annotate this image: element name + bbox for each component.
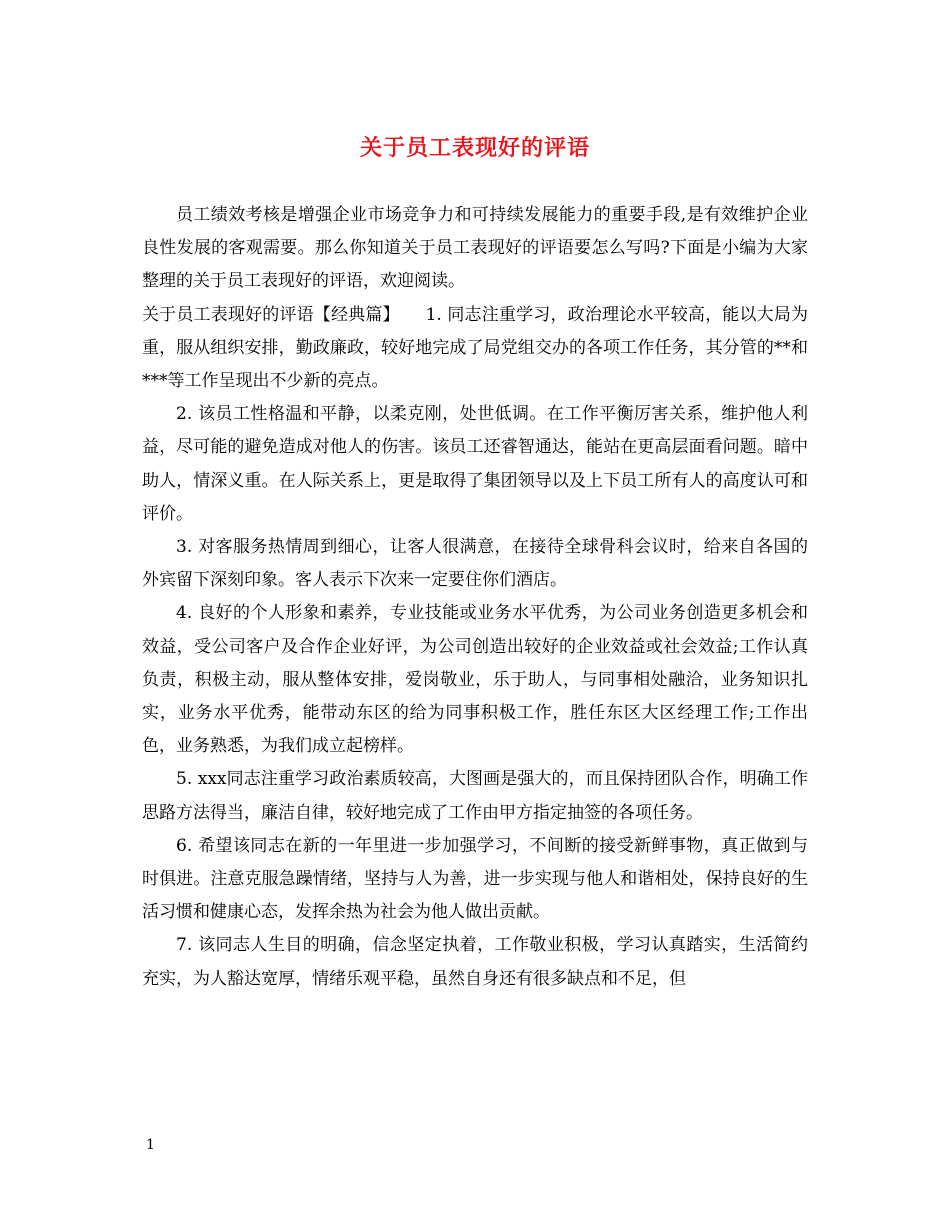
list-item-4: 4. 良好的个人形象和素养，专业技能或业务水平优秀，为公司业务创造更多机会和效益，受公司客户及合作企业好评，为公司创造出较好的企业效益或社会效益;工作认真负责，积极主动，服从整体安排，爱岗敬业，乐于助人，与同事相处融洽，业务知识扎实，业务水平优秀，能带动东区的给为同事积极工作，胜任东区大区经理工作;工作出色，业务熟悉，为我们成立起榜样。 bbox=[142, 603, 808, 757]
list-item-2: 2. 该员工性格温和平静，以柔克刚，处世低调。在工作平衡厉害关系，维护他人利益，尽可能的避免造成对他人的伤害。该员工还睿智通达，能站在更高层面看问题。暗中助人，情深义重。在人际关系上，更是取得了集团领导以及上下员工所有人的高度认可和评价。 bbox=[142, 404, 808, 524]
list-item-3: 3. 对客服务热情周到细心，让客人很满意，在接待全球骨科会议时，给来自各国的外宾留下深刻印象。客人表示下次来一定要住你们酒店。 bbox=[142, 537, 808, 591]
page-number: 1 bbox=[146, 1137, 155, 1153]
list-item-7: 7. 该同志人生目的明确，信念坚定执着，工作敬业积极，学习认真踏实，生活简约充实，为人豁达宽厚，情绪乐观平稳，虽然自身还有很多缺点和不足，但 bbox=[142, 935, 808, 989]
section-heading-paragraph: 关于员工表现好的评语【经典篇】 1. 同志注重学习，政治理论水平较高，能以大局为重，服从组织安排，勤政廉政，较好地完成了局党组交办的各项工作任务，其分管的**和***等工作呈现出不少新的亮点。 bbox=[142, 304, 808, 392]
list-item-6: 6. 希望该同志在新的一年里进一步加强学习，不间断的接受新鲜事物，真正做到与时俱进。注意克服急躁情绪，坚持与人为善，进一步实现与他人和谐相处，保持良好的生活习惯和健康心态，发挥余热为社会为他人做出贡献。 bbox=[142, 835, 808, 923]
list-item-5: 5. xxx同志注重学习政治素质较高，大图画是强大的，而且保持团队合作，明确工作思路方法得当，廉洁自律，较好地完成了工作由甲方指定抽签的各项任务。 bbox=[142, 769, 808, 823]
intro-paragraph: 员工绩效考核是增强企业市场竞争力和可持续发展能力的重要手段,是有效维护企业良性发展的客观需要。那么你知道关于员工表现好的评语要怎么写吗?下面是小编为大家整理的关于员工表现好的评语，欢迎阅读。 bbox=[142, 205, 808, 292]
document-body bbox=[142, 199, 808, 996]
page-title: 关于员工表现好的评语 bbox=[359, 135, 590, 161]
